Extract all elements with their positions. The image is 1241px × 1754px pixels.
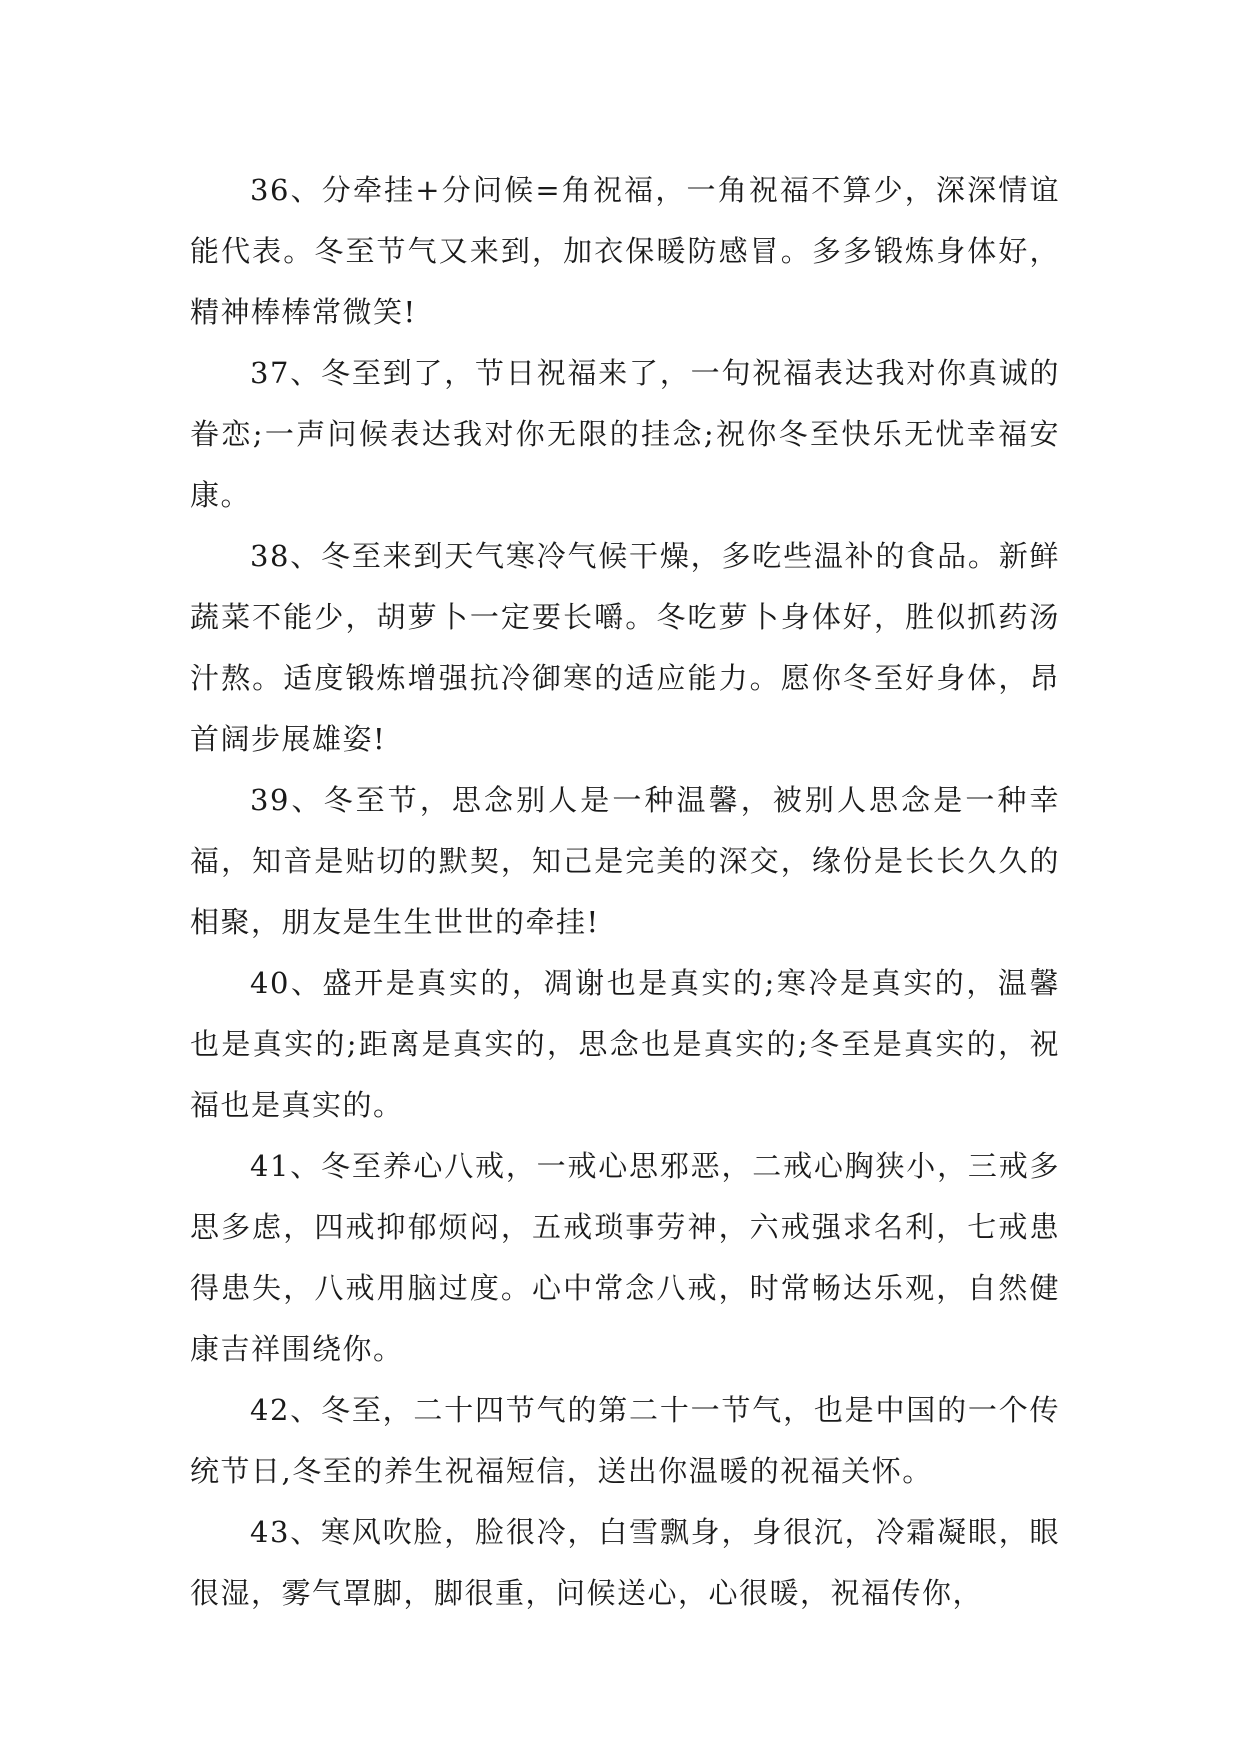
paragraph-39: 39、冬至节，思念别人是一种温馨，被别人思念是一种幸福，知音是贴切的默契，知己是完美的深交，缘份是长长久久的相聚，朋友是生生世世的牵挂! [190,783,1060,939]
paragraph-41: 41、冬至养心八戒，一戒心思邪恶，二戒心胸狭小，三戒多思多虑，四戒抑郁烦闷，五戒琐事劳神，六戒强求名利，七戒患得患失，八戒用脑过度。心中常念八戒，时常畅达乐观，自然健康吉祥围绕你。 [190,1149,1060,1366]
paragraph-37: 37、冬至到了，节日祝福来了，一句祝福表达我对你真诚的眷恋;一声问候表达我对你无限的挂念;祝你冬至快乐无忧幸福安康。 [190,356,1060,512]
paragraph-40: 40、盛开是真实的，凋谢也是真实的;寒冷是真实的，温馨也是真实的;距离是真实的，思念也是真实的;冬至是真实的，祝福也是真实的。 [190,966,1060,1122]
paragraph-42: 42、冬至，二十四节气的第二十一节气，也是中国的一个传统节日,冬至的养生祝福短信，送出你温暖的祝福关怀。 [190,1393,1060,1488]
paragraph-38: 38、冬至来到天气寒冷气候干燥，多吃些温补的食品。新鲜蔬菜不能少，胡萝卜一定要长嚼。冬吃萝卜身体好，胜似抓药汤汁熬。适度锻炼增强抗冷御寒的适应能力。愿你冬至好身体，昂首阔步展雄姿! [190,539,1060,756]
document-body [190,160,1060,1624]
paragraph-36: 36、分牵挂+分问候=角祝福，一角祝福不算少，深深情谊能代表。冬至节气又来到，加衣保暖防感冒。多多锻炼身体好，精神棒棒常微笑! [190,173,1060,329]
paragraph-43: 43、寒风吹脸，脸很冷，白雪飘身，身很沉，冷霜凝眼，眼很湿，雾气罩脚，脚很重，问候送心，心很暖，祝福传你， [190,1515,1060,1610]
